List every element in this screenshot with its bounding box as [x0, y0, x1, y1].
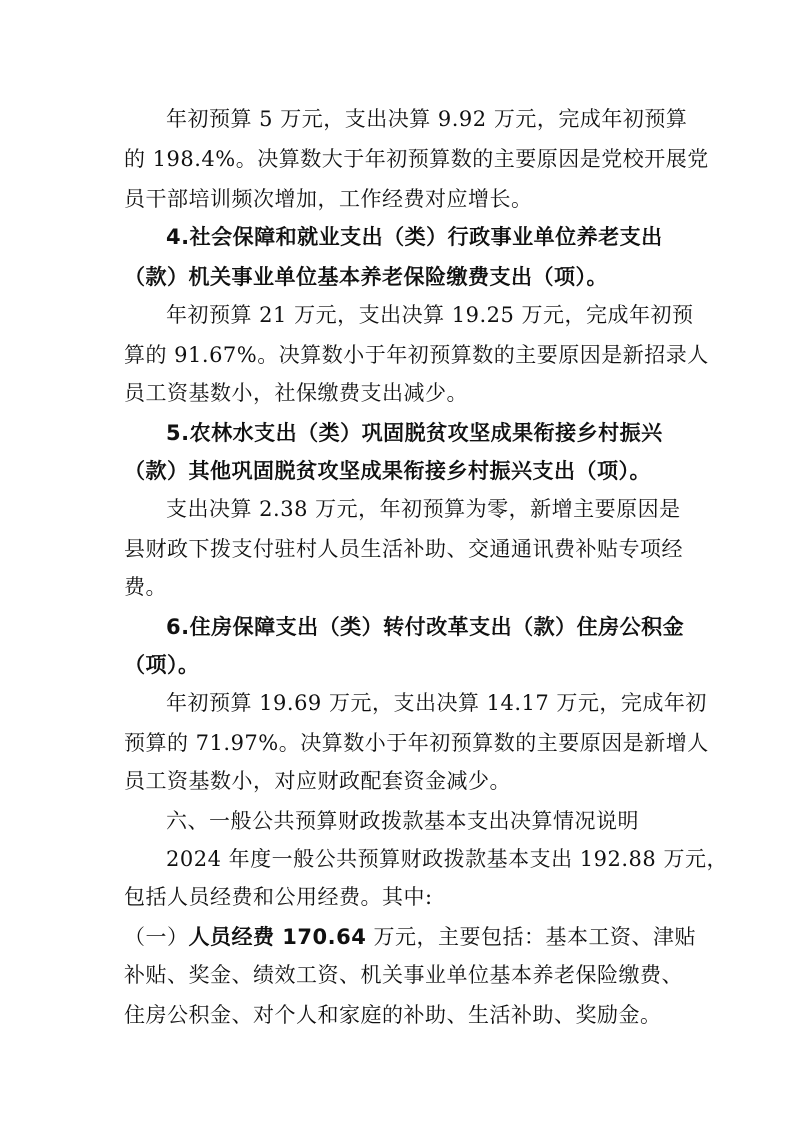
- section-heading-5: 5.农林水支出（类）巩固脱贫攻坚成果衔接乡村振兴: [166, 421, 663, 445]
- paragraph-line: 员工资基数小，社保缴费支出减少。: [124, 381, 468, 405]
- paragraph-line: 2024 年度一般公共预算财政拨款基本支出 192.88 万元，: [166, 847, 728, 871]
- paragraph-line: 住房公积金、对个人和家庭的补助、生活补助、奖励金。: [124, 1003, 662, 1027]
- section-heading-4: 4.社会保障和就业支出（类）行政事业单位养老支出: [166, 225, 663, 249]
- paragraph-line: 年初预算 5 万元，支出决算 9.92 万元，完成年初预算: [166, 107, 688, 131]
- section-heading-6: 6.住房保障支出（类）转付改革支出（款）住房公积金: [166, 615, 685, 639]
- personnel-rest: 万元，主要包括：基本工资、津贴: [366, 925, 697, 949]
- paragraph-line: 补贴、奖金、绩效工资、机关事业单位基本养老保险缴费、: [124, 963, 683, 987]
- paragraph-line: 的 198.4%。决算数大于年初预算数的主要原因是党校开展党: [124, 147, 709, 171]
- paragraph-line: 包括人员经费和公用经费。其中:: [124, 885, 433, 909]
- paragraph-line: 员工资基数小，对应财政配套资金减少。: [124, 769, 511, 793]
- section-heading-4-cont: （款）机关事业单位基本养老保险缴费支出（项）。: [124, 265, 608, 289]
- paragraph-line: 年初预算 21 万元，支出决算 19.25 万元，完成年初预: [166, 303, 694, 327]
- personnel-prefix: （一）: [124, 925, 189, 949]
- paragraph-line: 县财政下拨支付驻村人员生活补助、交通通讯费补贴专项经: [124, 537, 683, 561]
- section-heading-5-cont: （款）其他巩固脱贫攻坚成果衔接乡村振兴支出（项）。: [124, 459, 651, 483]
- personnel-amount: 人员经费 170.64: [188, 925, 367, 949]
- paragraph-line: 算的 91.67%。决算数小于年初预算数的主要原因是新招录人: [124, 343, 709, 367]
- section-heading-6-cont: （项）。: [124, 653, 200, 677]
- paragraph-line: 年初预算 19.69 万元，支出决算 14.17 万元，完成年初: [166, 691, 707, 715]
- section-title-six: 六、一般公共预算财政拨款基本支出决算情况说明: [166, 809, 639, 833]
- paragraph-line: 费。: [124, 575, 167, 599]
- personnel-expense-line: [124, 922, 697, 952]
- paragraph-line: 员干部培训频次增加，工作经费对应增长。: [124, 187, 533, 211]
- paragraph-line: 预算的 71.97%。决算数小于年初预算数的主要原因是新增人: [124, 731, 709, 755]
- paragraph-line: 支出决算 2.38 万元，年初预算为零，新增主要原因是: [166, 497, 681, 521]
